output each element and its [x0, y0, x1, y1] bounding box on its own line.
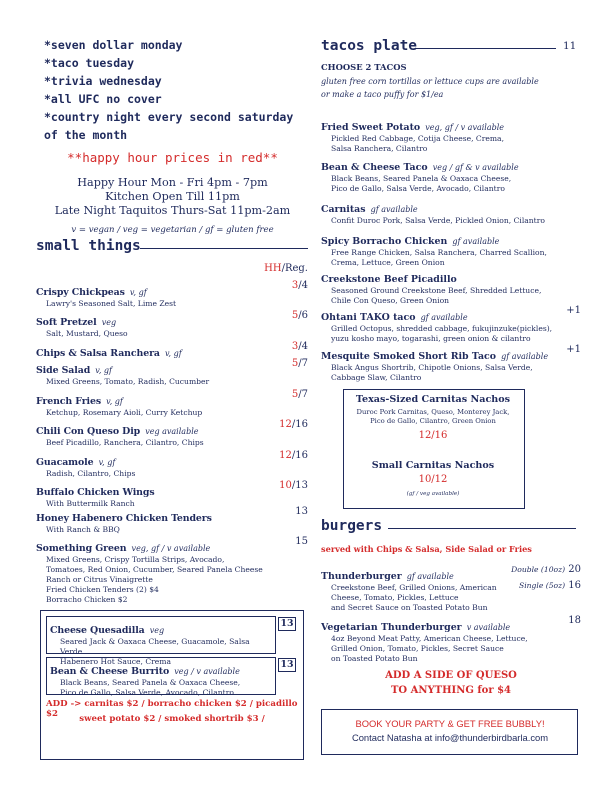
event-item: *all UFC no cover	[44, 92, 162, 106]
tacos-subtitle: CHOOSE 2 TACOS	[321, 62, 407, 72]
item-upcharge: +1	[566, 344, 581, 355]
hours-line: Happy Hour Mon - Fri 4pm - 7pm	[77, 176, 268, 189]
tacos-note: or make a taco puffy for $1/ea	[321, 90, 444, 99]
burgers-served: served with Chips & Salsa, Side Salad or Fries	[321, 544, 532, 554]
item-tag: veg / gf & v available	[432, 163, 519, 172]
price-option	[511, 564, 581, 575]
item-tag: gf available	[452, 237, 500, 246]
item-desc: Radish, Cilantro, Chips	[46, 469, 136, 478]
event-item: *taco tuesday	[44, 56, 135, 70]
item-name: Vegetarian Thunderburger	[321, 622, 462, 633]
item-name: Mesquite Smoked Short Rib Taco	[321, 351, 496, 362]
add-ons-line1: ADD -> carnitas $2 / borracho chicken $2 / picadillo $2	[46, 699, 298, 719]
reg-price: 13	[295, 506, 308, 517]
item-name: Thunderburger	[321, 571, 402, 582]
item-name: Soft Pretzel	[36, 317, 97, 328]
hh-price: 12	[279, 419, 292, 430]
small-nachos-title: Small Carnitas Nachos	[371, 460, 495, 471]
item-desc: Mixed Greens, Tomato, Radish, Cucumber	[46, 377, 210, 386]
item-price	[295, 506, 308, 517]
item-name: Bean & Cheese Burrito	[50, 666, 170, 677]
item-price	[279, 419, 308, 430]
item-desc: Black Beans, Seared Panela & Oaxaca Cheese,	[331, 174, 512, 183]
item-tag: v, gf	[106, 397, 123, 406]
item-tag: veg	[149, 626, 165, 635]
item-desc: Grilled Octopus, shredded cabbage, fukujinzuke(pickles),	[331, 324, 553, 333]
menu-item	[36, 506, 308, 535]
hours-line: Late Night Taquitos Thurs-Sat 11pm-2am	[54, 204, 291, 217]
item-name: Carnitas	[321, 204, 366, 215]
item-tag: veg available	[145, 427, 199, 436]
item-desc: Free Range Chicken, Salsa Ranchera, Charred Scallion,	[331, 248, 547, 257]
item-price	[292, 358, 308, 369]
taco-item	[321, 229, 581, 268]
item-desc: Pickled Red Cabbage, Cotija Cheese, Crema,	[331, 134, 504, 143]
item-desc: on Toasted Potato Bun	[331, 654, 418, 663]
reg-price: 15	[295, 536, 308, 547]
item-desc: Lawry's Seasoned Salt, Lime Zest	[46, 299, 177, 308]
item-desc: With Ranch & BBQ	[46, 525, 120, 534]
item-tag: v, gf	[95, 366, 112, 375]
item-desc: yuzu kosho mayo, togarashi, green onion & cilantro	[331, 334, 531, 343]
item-price: 18	[568, 615, 581, 626]
event-item: *trivia wednesday	[44, 74, 162, 88]
small-nachos-price: 10/12	[418, 474, 448, 485]
item-name: Ohtani TAKO taco	[321, 312, 416, 323]
small-nachos-note: (gf / veg available)	[406, 491, 460, 497]
happy-hour-title: **happy hour prices in red**	[67, 150, 278, 165]
hh-price: 3	[291, 341, 299, 352]
hh-price: 3	[291, 280, 299, 291]
reg-price: /4	[298, 341, 308, 352]
reg-price: /7	[298, 358, 308, 369]
item-tag: v, gf	[98, 458, 116, 467]
menu-item	[36, 280, 308, 309]
hh-price: 5	[291, 358, 299, 369]
taco-item	[321, 155, 581, 194]
item-desc: Crema, Lettuce, Green Onion	[331, 258, 445, 267]
nachos-price: 12/16	[418, 430, 448, 441]
reg-price: /6	[298, 310, 308, 321]
queso-line: ADD A SIDE OF QUESO	[385, 670, 517, 681]
hours-line: Kitchen Open Till 11pm	[105, 190, 240, 203]
item-name: Honey Habenero Chicken Tenders	[36, 513, 212, 524]
item-desc: Beef Picadillo, Ranchera, Cilantro, Chips	[46, 438, 204, 447]
item-tag: v, gf	[129, 288, 147, 297]
item-desc: Creekstone Beef, Grilled Onions, American	[331, 583, 497, 592]
tacos-note: gluten free corn tortillas or lettuce cups are available	[321, 77, 539, 86]
item-desc: Pico de Gallo, Salsa Verde, Avocado, Cilantro	[60, 688, 234, 697]
burgers-title: burgers	[321, 518, 383, 534]
events-list	[44, 36, 314, 144]
item-desc: Borracho Chicken $2	[46, 595, 128, 604]
reg-price: /16	[291, 450, 308, 461]
menu-item	[36, 389, 308, 418]
item-tag: gf available	[501, 352, 549, 361]
item-tag: veg	[101, 318, 117, 327]
menu-item	[36, 358, 308, 387]
menu-item	[36, 450, 308, 479]
item-name: Chili Con Queso Dip	[36, 426, 141, 437]
small-things-title: small things	[36, 238, 141, 254]
burrito-price: 13	[278, 658, 296, 672]
item-name: Creekstone Beef Picadillo	[321, 274, 457, 285]
item-desc: 4oz Beyond Meat Patty, American Cheese, Lettuce,	[331, 634, 528, 643]
menu-item	[36, 419, 308, 448]
item-tag: v, gf	[164, 349, 182, 358]
burrito-item	[50, 659, 270, 698]
taco-item	[321, 197, 581, 226]
item-tag: veg / v available	[174, 667, 240, 676]
nachos-title: Texas-Sized Carnitas Nachos	[355, 394, 511, 405]
item-price	[292, 389, 308, 400]
item-desc: Chile Con Queso, Green Onion	[331, 296, 450, 305]
item-desc: Grilled Onion, Tomato, Pickles, Secret Sauce	[331, 644, 504, 653]
option-label: Double (10oz)	[511, 565, 566, 574]
item-name: Side Salad	[36, 365, 91, 376]
party-line: BOOK YOUR PARTY & GET FREE BUBBLY!	[355, 718, 545, 729]
event-item: *country night every second saturday of the month	[44, 110, 294, 142]
item-desc: Tomatoes, Red Onion, Cucumber, Seared Panela Cheese	[46, 565, 263, 574]
item-desc: Cabbage Slaw, Cilantro	[331, 373, 422, 382]
item-tag: veg, gf / v available	[131, 544, 211, 553]
nachos-desc-line: Duroc Pork Carnitas, Queso, Monterey Jack,	[356, 408, 510, 416]
item-price	[292, 310, 308, 321]
price-option	[519, 580, 581, 591]
item-desc: Ketchup, Rosemary Aioli, Curry Ketchup	[46, 408, 203, 417]
veg-thunderburger-item	[321, 615, 581, 664]
item-desc: Ranch or Citrus Vinaigrette	[46, 575, 153, 584]
hh-price: 12	[279, 450, 292, 461]
item-upcharge: +1	[566, 305, 581, 316]
option-label: Single (5oz)	[519, 581, 566, 590]
section-rule	[140, 248, 308, 249]
section-rule	[416, 48, 556, 49]
item-name: Fried Sweet Potato	[321, 122, 421, 133]
reg-price: /16	[291, 419, 308, 430]
hh-price: 5	[291, 389, 299, 400]
item-price	[292, 341, 308, 352]
diet-legend: v = vegan / veg = vegetarian / gf = gluten free	[71, 225, 274, 235]
item-tag: gf available	[420, 313, 468, 322]
item-price	[292, 280, 308, 291]
item-desc: Seasoned Ground Creekstone Beef, Shredded Lettuce,	[331, 286, 542, 295]
item-price	[279, 480, 308, 491]
tacos-price: 11	[563, 40, 577, 52]
item-desc: Pico de Gallo, Salsa Verde, Avocado, Cilantro	[331, 184, 505, 193]
thunderburger-item	[321, 564, 581, 613]
item-name: Cheese Quesadilla	[50, 625, 145, 636]
item-name: Something Green	[36, 543, 127, 554]
item-desc: Fried Chicken Tenders (2) $4	[46, 585, 159, 594]
item-desc: Black Beans, Seared Panela & Oaxaca Cheese,	[60, 678, 241, 687]
reg-header: /Reg.	[281, 263, 308, 274]
taco-item	[321, 305, 581, 344]
item-desc: Black Angus Shortrib, Chipotle Onions, Salsa Verde,	[331, 363, 533, 372]
option-price: 16	[568, 580, 581, 591]
item-price	[279, 450, 308, 461]
hh-price: 5	[291, 310, 299, 321]
item-tag: veg, gf / v available	[425, 123, 505, 132]
item-desc: Mixed Greens, Crispy Tortilla Strips, Avocado,	[46, 555, 225, 564]
hh-price: 10	[279, 480, 292, 491]
nachos-desc-line: Pico de Gallo, Cilantro, Green Onion	[370, 417, 496, 425]
item-desc: Seared Jack & Oaxaca Cheese, Guacamole, Salsa Verde	[60, 637, 250, 656]
event-item: *seven dollar monday	[44, 38, 183, 52]
item-desc: Salsa Ranchera, Cilantro	[331, 144, 428, 153]
item-name: French Fries	[36, 396, 102, 407]
item-desc: and Secret Sauce on Toasted Potato Bun	[331, 603, 488, 612]
menu-item	[36, 480, 308, 509]
menu-item	[36, 310, 308, 339]
option-price: 20	[568, 564, 581, 575]
queso-promo	[321, 668, 581, 698]
item-desc: Salt, Mustard, Queso	[46, 329, 128, 338]
menu-item	[36, 536, 308, 605]
item-price	[295, 536, 308, 547]
nachos-desc	[343, 408, 523, 426]
item-name: Spicy Borracho Chicken	[321, 236, 448, 247]
item-tag: gf available	[406, 572, 454, 581]
party-contact[interactable]: Contact Natasha at info@thunderbirdbarla.com	[351, 732, 549, 743]
item-name: Bean & Cheese Taco	[321, 162, 428, 173]
taco-item	[321, 267, 581, 306]
reg-price: /7	[298, 389, 308, 400]
price-header	[262, 263, 308, 274]
reg-price: /13	[291, 480, 308, 491]
add-ons-line2: sweet potato $2 / smoked shortrib $3 /	[79, 714, 265, 724]
item-name: Buffalo Chicken Wings	[36, 487, 155, 498]
item-tag: gf available	[370, 205, 418, 214]
party-info	[321, 717, 579, 745]
tacos-title: tacos plate	[321, 38, 418, 54]
happy-hour-hours	[40, 176, 305, 218]
item-name: Chips & Salsa Ranchera	[36, 348, 160, 359]
item-name: Guacamole	[36, 457, 94, 468]
item-desc: Confit Duroc Pork, Salsa Verde, Pickled Onion, Cilantro	[331, 216, 545, 225]
section-rule	[388, 528, 576, 529]
reg-price: /4	[298, 280, 308, 291]
item-name: Crispy Chickpeas	[36, 287, 125, 298]
item-desc: Habenero Hot Sauce, Crema	[60, 657, 172, 666]
taco-item	[321, 115, 581, 154]
item-tag: v available	[466, 623, 511, 632]
item-desc: Cheese, Tomato, Pickles, Lettuce	[331, 593, 459, 602]
queso-line: TO ANYTHING for $4	[390, 685, 512, 696]
taco-item	[321, 344, 581, 383]
item-desc: With Buttermilk Ranch	[46, 499, 135, 508]
quesadilla-price: 13	[278, 617, 296, 631]
hh-header: HH	[264, 263, 282, 274]
